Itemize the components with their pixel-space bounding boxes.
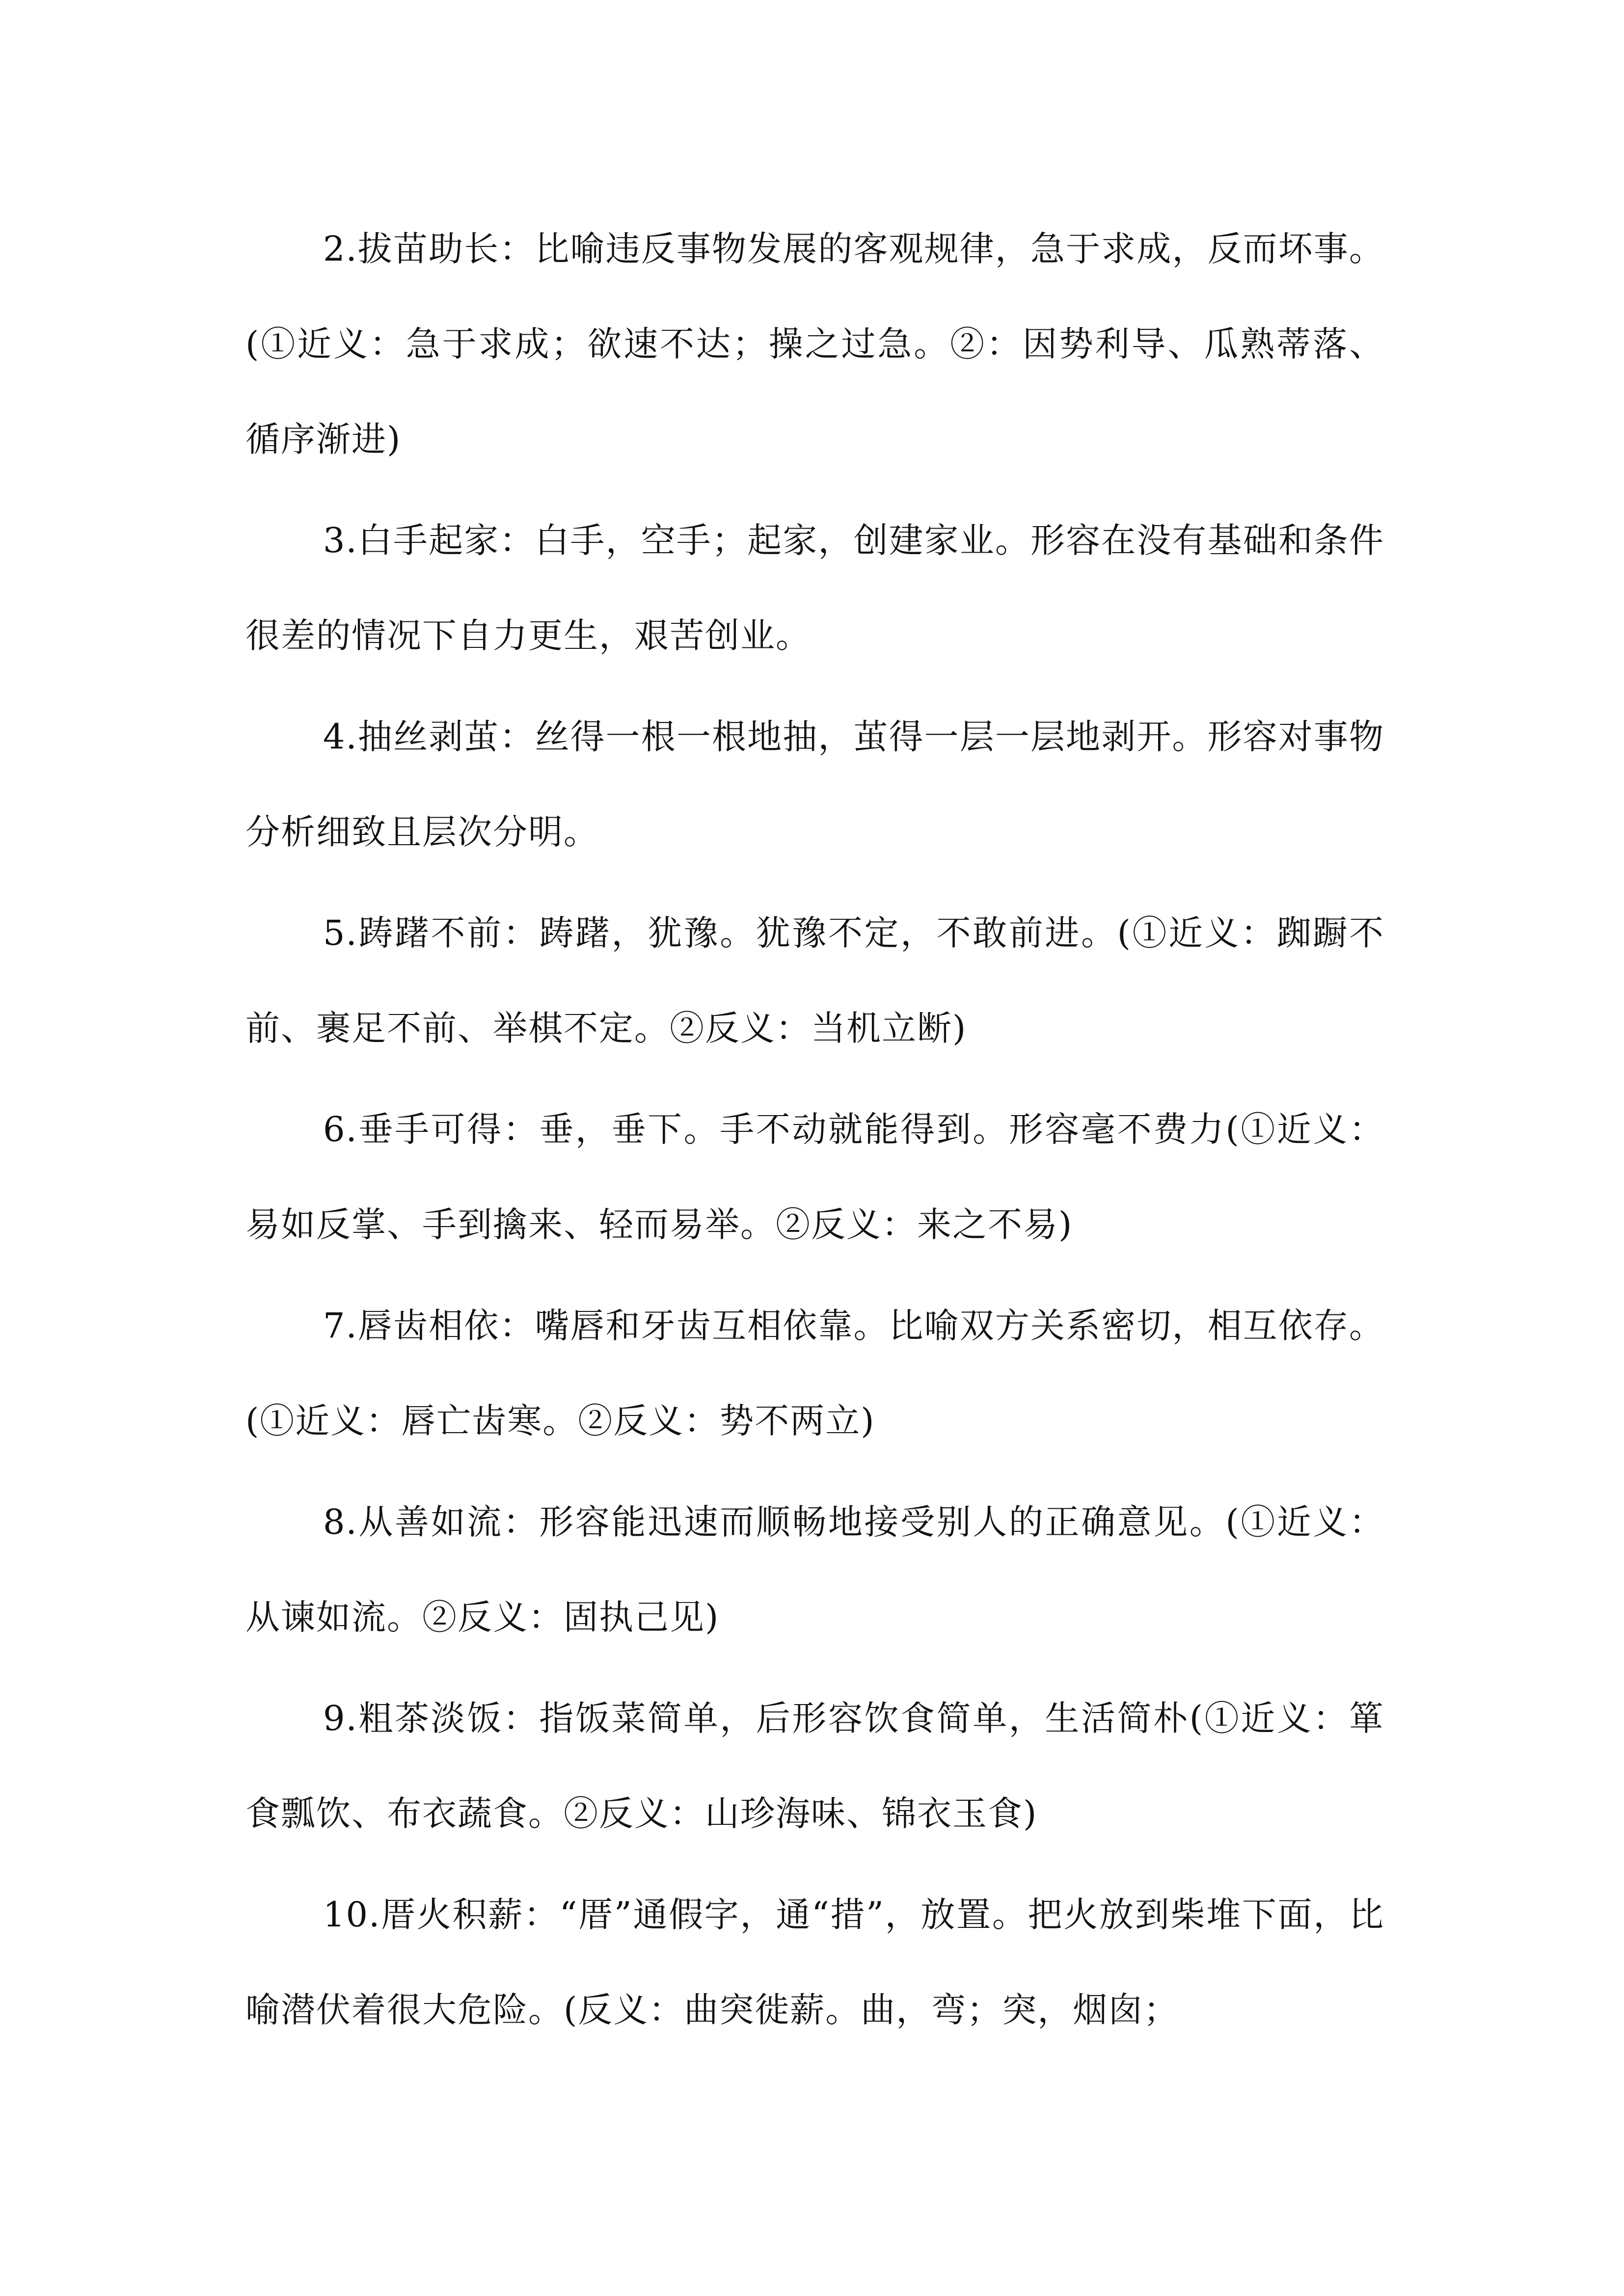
document-page	[245, 201, 1384, 2063]
idiom-entry-5: 5.踌躇不前：踌躇，犹豫。犹豫不定，不敢前进。(①近义：踟蹰不前、裹足不前、举棋不定。②反义：当机立断)	[245, 913, 1384, 1048]
idiom-entry-10: 10.厝火积薪：“厝”通假字，通“措”，放置。把火放到柴堆下面，比喻潜伏着很大危险。(反义：曲突徙薪。曲，弯；突，烟囱；	[245, 1895, 1384, 2030]
idiom-entry-2: 2.拔苗助长：比喻违反事物发展的客观规律，急于求成，反而坏事。(①近义：急于求成；欲速不达；操之过急。②：因势利导、瓜熟蒂落、循序渐进)	[245, 229, 1384, 459]
idiom-entry-3: 3.白手起家：白手，空手；起家，创建家业。形容在没有基础和条件很差的情况下自力更生，艰苦创业。	[245, 520, 1384, 656]
idiom-entry-6: 6.垂手可得：垂，垂下。手不动就能得到。形容毫不费力(①近义：易如反掌、手到擒来、轻而易举。②反义：来之不易)	[245, 1109, 1384, 1245]
idiom-entry-8: 8.从善如流：形容能迅速而顺畅地接受别人的正确意见。(①近义：从谏如流。②反义：固执己见)	[245, 1502, 1384, 1637]
idiom-entry-4: 4.抽丝剥茧：丝得一根一根地抽，茧得一层一层地剥开。形容对事物分析细致且层次分明。	[245, 717, 1384, 852]
idiom-entry-9: 9.粗茶淡饭：指饭菜简单，后形容饮食简单，生活简朴(①近义：箪食瓢饮、布衣蔬食。②反义：山珍海味、锦衣玉食)	[245, 1698, 1384, 1834]
idiom-entry-7: 7.唇齿相依：嘴唇和牙齿互相依靠。比喻双方关系密切，相互依存。(①近义：唇亡齿寒。②反义：势不两立)	[245, 1306, 1384, 1441]
